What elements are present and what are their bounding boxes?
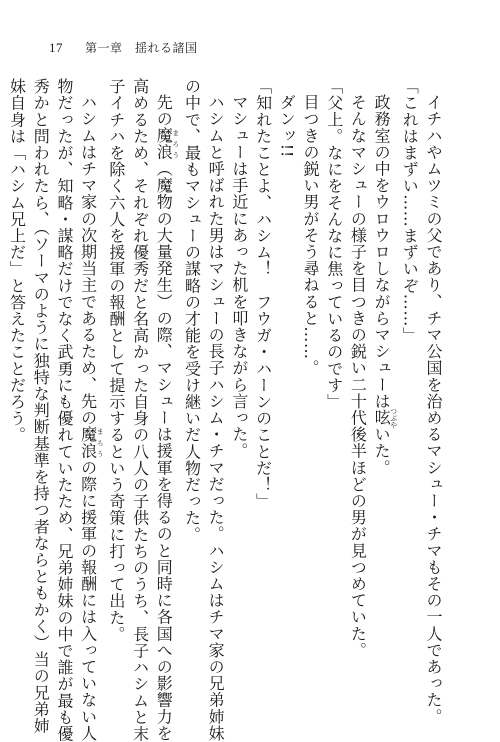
text-line: そんなマシューの様子を目つきの鋭い二十代後半ほどの男が見つめていた。 — [348, 94, 368, 659]
text-segment: ハシムはチマ家の次期当主であるため、先の — [78, 94, 98, 426]
ruby-word — [372, 407, 398, 429]
text-line: イチハやムツミの父であり、チマ公国を治めるマシュー・チマもその一人であった。 — [424, 94, 443, 725]
text-line: 「これはまずい……まずいぞ……」 — [400, 78, 420, 344]
chapter-title: 第一章 揺れる諸国 — [85, 41, 198, 55]
text-line: 目つきの鋭い男がそう尋ねると……。 — [300, 94, 320, 377]
ruby-reading: つぶや — [389, 407, 398, 429]
text-line: 「知れたことよ、ハシム！ フウガ・ハーンのことだ！」 — [253, 78, 273, 510]
text-line: ダンッ!! — [277, 94, 297, 158]
text-line — [76, 78, 105, 742]
ruby-base: 呟 — [372, 407, 392, 429]
text-line: の中で、最もマシューの謀略の才能を受け継いだ人物だった。 — [182, 78, 202, 543]
text-line: マシューは手近にあった机を叩きながら言った。 — [229, 94, 249, 460]
text-line: ハシムと呼ばれた男はマシューの長子ハシム・チマだった。ハシムはチマ家の兄弟姉妹 — [206, 94, 226, 742]
ruby-reading: まろう — [96, 426, 105, 460]
text-line: 秀かと問われたら、（ソーマのように独特な判断基準を持つ者ならともかく）当の兄弟姉 — [31, 78, 51, 734]
text-line — [152, 78, 180, 742]
text-segment: いた。 — [372, 426, 392, 476]
text-line: 高めるため、それぞれ優秀だと名高かった自身の八人の子供たちのうち、長子ハシムと末 — [130, 78, 150, 742]
ruby-reading: まろう — [171, 127, 180, 161]
ruby-word — [78, 426, 105, 460]
ruby-word — [154, 127, 180, 161]
page-number: 17 — [49, 40, 63, 55]
text-line — [369, 78, 397, 668]
text-segment: 政務室の中をウロウロしながらマシューは — [372, 94, 392, 410]
ruby-base: 魔浪 — [154, 127, 174, 161]
text-line: 「父上。なにをそんなに焦っているのです」 — [324, 78, 344, 410]
text-line: 子イチハを除く六人を援軍の報酬として提示するという奇策に打って出た。 — [106, 78, 126, 643]
text-segment: の際に援軍の報酬には入っていない人 — [78, 459, 98, 742]
text-line: 物だったが、知略・謀略だけでなく武勇にも優れていたため、兄弟姉妹の中で誰が最も優 — [54, 78, 74, 742]
running-header — [49, 39, 198, 55]
text-line: 妹自身は「ハシム兄上だ」と答えたことだろう。 — [7, 78, 27, 444]
ruby-base: 魔浪 — [78, 426, 98, 460]
text-segment: （魔物の大量発生）の際、マシューは援軍を得るのと同時に各国への影響力を — [154, 160, 174, 742]
text-segment: 先の — [154, 94, 174, 128]
body-text — [5, 78, 445, 742]
